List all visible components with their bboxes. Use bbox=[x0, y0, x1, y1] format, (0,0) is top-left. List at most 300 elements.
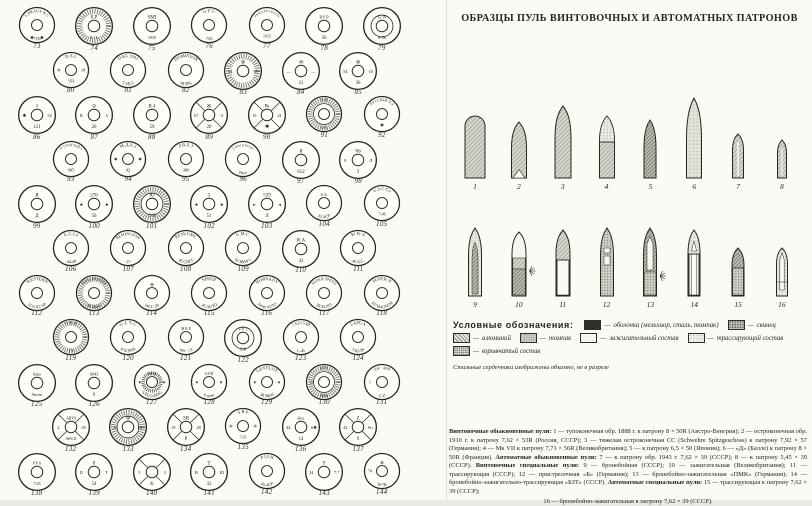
legend-item-explosive bbox=[453, 346, 540, 356]
svg-text:ARS.D: ARS.D bbox=[65, 437, 77, 442]
headstamp-number: 106 bbox=[65, 264, 77, 273]
svg-text:8-16: 8-16 bbox=[90, 34, 99, 40]
bullet-number: 10 bbox=[515, 300, 523, 309]
legend-label: трассирующий состав bbox=[716, 334, 784, 342]
headstamp-circle bbox=[107, 228, 149, 268]
svg-text:28: 28 bbox=[196, 425, 201, 431]
headstamp-number: 109 bbox=[237, 264, 249, 273]
svg-text:2056: 2056 bbox=[319, 392, 329, 399]
headstamp-number: 125 bbox=[31, 400, 43, 409]
caption-heading-segment: Винтовочные обыкновенные пули: bbox=[449, 428, 554, 435]
headstamp-74 bbox=[66, 5, 124, 50]
headstamp-107 bbox=[100, 228, 158, 273]
legend-swatch-lead bbox=[728, 320, 745, 330]
headstamp-103 bbox=[238, 183, 296, 228]
headstamp-circle bbox=[16, 183, 58, 225]
svg-text:S4 · 490: S4 · 490 bbox=[372, 364, 391, 372]
svg-text:21: 21 bbox=[310, 379, 315, 385]
svg-text:42: 42 bbox=[298, 258, 304, 264]
svg-text:R 4: R 4 bbox=[148, 104, 156, 110]
bullet-figure-9-armor-piercing bbox=[455, 214, 495, 309]
headstamp-number: 138 bbox=[31, 489, 43, 498]
bullet-figure-13-api-pmk bbox=[630, 214, 670, 309]
svg-text:SMI: SMI bbox=[147, 15, 157, 21]
headstamp-90 bbox=[238, 94, 296, 139]
svg-text:✱: ✱ bbox=[264, 125, 269, 131]
headstamp-circle bbox=[50, 139, 92, 179]
headstamp-81 bbox=[100, 50, 158, 95]
legend-dash: — bbox=[473, 347, 480, 355]
svg-text:Ф: Ф bbox=[56, 67, 61, 73]
headstamp-circle bbox=[50, 228, 92, 268]
bullet-figure-5-japanese-6.5 bbox=[630, 96, 670, 191]
headstamp-row bbox=[0, 362, 446, 407]
svg-text:40 S&W: 40 S&W bbox=[86, 302, 103, 309]
svg-text:P F S: P F S bbox=[32, 461, 41, 466]
svg-text:612: 612 bbox=[297, 169, 305, 175]
svg-text:П ТУЛЬСКІЙ З: П ТУЛЬСКІЙ З bbox=[58, 142, 83, 151]
svg-text:357 MAGNUM: 357 MAGNUM bbox=[370, 300, 394, 309]
svg-text:10mm AUTO: 10mm AUTO bbox=[256, 301, 278, 309]
svg-text:P: P bbox=[184, 437, 188, 443]
svg-text:L-45: L-45 bbox=[296, 347, 306, 354]
headstamp-97 bbox=[272, 139, 330, 184]
bullet-number: 1 bbox=[473, 182, 477, 191]
headstamp-circle bbox=[16, 5, 58, 45]
headstamp-112 bbox=[8, 273, 66, 318]
legend-swatch-aluminum bbox=[453, 333, 470, 343]
headstamp-circle bbox=[73, 183, 115, 225]
headstamp-circle bbox=[303, 183, 345, 223]
headstamp-circle bbox=[280, 139, 322, 181]
svg-text:1915: 1915 bbox=[262, 33, 271, 39]
legend-item-aluminum bbox=[453, 333, 511, 343]
headstamp-number: 103 bbox=[261, 221, 273, 230]
headstamp-circle bbox=[73, 451, 115, 493]
headstamp-circle bbox=[188, 5, 230, 45]
svg-text:.44-40: .44-40 bbox=[64, 258, 77, 265]
caption-last-line: 16 — бронебойно-зажигательная к патрону 7,62 × 39 (СССР). bbox=[543, 497, 713, 505]
svg-text:W·58: W·58 bbox=[376, 481, 387, 488]
headstamp-141 bbox=[181, 451, 239, 496]
headstamp-circle bbox=[280, 228, 322, 270]
bullet-number: 11 bbox=[559, 300, 567, 309]
headstamp-row bbox=[0, 317, 446, 362]
headstamp-circle bbox=[73, 273, 115, 313]
headstamp-row bbox=[0, 94, 446, 139]
svg-text:St+: St+ bbox=[367, 425, 374, 431]
headstamp-122 bbox=[215, 317, 273, 362]
headstamp-number: 115 bbox=[203, 309, 215, 318]
svg-text:♔: ♔ bbox=[92, 104, 97, 110]
svg-text:A: A bbox=[105, 112, 109, 118]
right-page bbox=[447, 0, 812, 505]
headstamp-number: 73 bbox=[32, 41, 41, 50]
headstamp-circle bbox=[246, 5, 288, 45]
headstamp-circle bbox=[222, 406, 264, 446]
headstamp-circle bbox=[222, 317, 264, 359]
headstamp-135 bbox=[215, 406, 273, 451]
headstamp-number: 135 bbox=[237, 442, 249, 451]
headstamp-row bbox=[0, 406, 446, 451]
headstamp-circle bbox=[107, 139, 149, 179]
headstamp-circle bbox=[50, 406, 92, 448]
headstamp-118 bbox=[353, 273, 411, 318]
headstamp-circle bbox=[246, 183, 288, 225]
headstamp-circle bbox=[165, 139, 207, 179]
svg-text:44: 44 bbox=[285, 425, 291, 431]
svg-text:19: 19 bbox=[170, 425, 176, 431]
svg-text:Z: Z bbox=[356, 416, 360, 422]
headstamp-number: 111 bbox=[353, 264, 364, 273]
bullet-figure-4-mk-vii bbox=[587, 96, 627, 191]
headstamp-row bbox=[0, 273, 446, 318]
svg-text:⊕: ⊕ bbox=[356, 60, 361, 66]
svg-text:1935: 1935 bbox=[147, 34, 156, 40]
headstamp-99 bbox=[8, 183, 66, 228]
svg-text:★: ★ bbox=[104, 202, 109, 208]
caption-segment: 7 — к патрону обр. 1943 г. 7,62 × 39 (СССР); 8 — к патрону 5,45 × 39 (СССР). bbox=[449, 453, 808, 470]
headstamp-circle bbox=[50, 50, 92, 90]
svg-text:38 AUTO: 38 AUTO bbox=[315, 301, 333, 309]
headstamp-84 bbox=[272, 50, 330, 95]
svg-text:18: 18 bbox=[80, 67, 85, 73]
svg-text:ПС: ПС bbox=[137, 425, 144, 431]
svg-text:5: 5 bbox=[137, 469, 141, 475]
svg-text:⊕: ⊕ bbox=[126, 416, 131, 422]
headstamp-96 bbox=[215, 139, 273, 184]
headstamp-137 bbox=[330, 406, 388, 451]
headstamp-circle bbox=[16, 273, 58, 313]
headstamp-number: 107 bbox=[122, 264, 134, 273]
headstamp-row bbox=[0, 228, 446, 273]
caption-heading-segment: Винтовочные специальные пули: bbox=[475, 462, 584, 470]
legend-item-tompak bbox=[520, 333, 571, 343]
headstamp-row bbox=[0, 5, 446, 50]
svg-text:32 ACP: 32 ACP bbox=[317, 213, 332, 220]
bullet-number: 9 bbox=[473, 300, 477, 309]
headstamp-circle bbox=[165, 228, 207, 268]
svg-text:Л·В·Е: Л·В·Е bbox=[63, 320, 78, 327]
legend-swatch-incendiary bbox=[580, 333, 597, 343]
svg-text:7-06: 7-06 bbox=[378, 211, 386, 217]
headstamp-number: 102 bbox=[203, 221, 215, 230]
svg-text:SPEER: SPEER bbox=[201, 275, 218, 283]
headstamp-111 bbox=[330, 228, 388, 273]
headstamp-number: 98 bbox=[354, 177, 363, 186]
legend-item-tracer bbox=[688, 333, 784, 343]
headstamp-circle bbox=[246, 451, 288, 491]
headstamp-130 bbox=[296, 362, 354, 407]
headstamp-number: 136 bbox=[295, 444, 307, 453]
svg-text:U.M.C.: U.M.C. bbox=[235, 231, 252, 238]
headstamp-93 bbox=[42, 139, 100, 184]
headstamp-98 bbox=[330, 139, 388, 184]
legend-label: свинец bbox=[756, 321, 776, 329]
svg-text:74: 74 bbox=[367, 468, 372, 474]
headstamp-circle bbox=[246, 273, 288, 313]
headstamp-number: 112 bbox=[31, 309, 43, 318]
svg-text:★: ★ bbox=[194, 202, 199, 208]
legend-dash: — bbox=[473, 334, 480, 342]
svg-text:DAG 1943: DAG 1943 bbox=[117, 52, 140, 61]
headstamp-number: 129 bbox=[261, 398, 273, 407]
headstamp-number: 78 bbox=[320, 43, 329, 52]
flame-spark bbox=[529, 266, 535, 276]
svg-text:46: 46 bbox=[298, 60, 304, 66]
headstamp-88 bbox=[123, 94, 181, 139]
headstamp-circle bbox=[222, 50, 264, 92]
svg-text:FIOCCHI LECCO: FIOCCHI LECCO bbox=[253, 9, 281, 19]
headstamp-circle bbox=[303, 273, 345, 313]
headstamp-circle bbox=[50, 317, 92, 357]
headstamp-circle bbox=[107, 50, 149, 90]
svg-text:LAPUA: LAPUA bbox=[349, 320, 367, 327]
headstamp-number: 141 bbox=[203, 489, 215, 498]
svg-text:Р.В.Л.З: Р.В.Л.З bbox=[177, 141, 194, 149]
svg-text:SUPER SPEED: SUPER SPEED bbox=[310, 276, 338, 286]
headstamp-108 bbox=[157, 228, 215, 273]
bullet-number: 8 bbox=[780, 182, 784, 191]
svg-text:I: I bbox=[35, 104, 38, 110]
headstamp-number: 95 bbox=[181, 175, 190, 184]
headstamp-circle bbox=[337, 228, 379, 268]
svg-text:B P D: B P D bbox=[319, 15, 329, 20]
legend-swatch-jacket bbox=[584, 320, 601, 330]
svg-text:VII: VII bbox=[67, 78, 74, 84]
legend-label: оболочка (мельхиор, сталь, томпак) bbox=[613, 321, 719, 329]
svg-text:У: У bbox=[322, 461, 326, 467]
headstamp-circle bbox=[73, 5, 115, 47]
headstamp-number: 144 bbox=[376, 487, 388, 496]
bullet-figure-15-tracer-7.62x39 bbox=[718, 214, 758, 309]
svg-text:38 S&W: 38 S&W bbox=[258, 391, 275, 399]
legend-dash: — bbox=[604, 321, 611, 329]
headstamp-91 bbox=[296, 94, 354, 139]
bullet-figure-1-blunt-nose-1888 bbox=[455, 96, 495, 191]
headstamp-number: 122 bbox=[237, 355, 249, 364]
headstamp-circle bbox=[246, 362, 288, 402]
headstamp-circle bbox=[165, 317, 207, 357]
svg-text:⊕: ⊕ bbox=[241, 60, 246, 66]
headstamp-number: 137 bbox=[352, 444, 364, 453]
headstamp-number: 99 bbox=[32, 221, 41, 230]
caption-segment: 15 — трассирующая к патрону 7,62 × 39 (СССР); bbox=[449, 479, 808, 496]
headstamp-circle bbox=[280, 406, 322, 448]
svg-text:3: 3 bbox=[208, 193, 211, 199]
bullet-figure-7-m1943-7.62x39 bbox=[718, 96, 758, 191]
headstamp-143 bbox=[296, 451, 354, 496]
svg-text:P 53 H: P 53 H bbox=[259, 454, 274, 461]
headstamp-115 bbox=[181, 273, 239, 318]
headstamp-number: 92 bbox=[377, 130, 386, 139]
headstamp-number: 131 bbox=[376, 398, 388, 407]
svg-text:Л: Л bbox=[369, 157, 373, 163]
headstamp-number: 87 bbox=[90, 132, 99, 141]
svg-text:✱: ✱ bbox=[138, 156, 143, 162]
headstamp-circle bbox=[361, 94, 403, 134]
headstamp-circle bbox=[131, 362, 173, 402]
headstamp-number: 83 bbox=[239, 88, 248, 97]
headstamp-circle bbox=[303, 451, 345, 493]
headstamp-75 bbox=[123, 5, 181, 50]
svg-text:О·Т: О·Т bbox=[320, 125, 329, 131]
svg-text:·: · bbox=[48, 380, 51, 386]
svg-text:Э: Э bbox=[220, 112, 224, 118]
headstamp-number: 142 bbox=[261, 487, 273, 496]
headstamp-128 bbox=[181, 362, 239, 407]
svg-text:✱7.65✱: ✱7.65✱ bbox=[29, 34, 45, 42]
svg-text:7.62-39: 7.62-39 bbox=[351, 347, 366, 354]
svg-text:42: 42 bbox=[125, 167, 131, 173]
headstamp-101 bbox=[123, 183, 181, 228]
svg-text:Ю: Ю bbox=[149, 193, 155, 199]
headstamp-circle bbox=[303, 5, 345, 47]
svg-text:R·A: R·A bbox=[296, 238, 305, 244]
caption-text bbox=[449, 428, 807, 506]
headstamp-132 bbox=[42, 406, 100, 451]
bullet-number: 16 bbox=[778, 300, 786, 309]
headstamp-number: 91 bbox=[320, 130, 329, 139]
svg-text:WINCHESTER: WINCHESTER bbox=[80, 276, 108, 286]
headstamp-number: 101 bbox=[146, 221, 158, 230]
headstamp-circle bbox=[188, 94, 230, 136]
headstamp-140 bbox=[123, 451, 181, 496]
headstamp-106 bbox=[42, 228, 100, 273]
headstamp-number: 108 bbox=[180, 264, 192, 273]
headstamp-number: 88 bbox=[147, 132, 156, 141]
svg-text:✱: ✱ bbox=[22, 112, 26, 118]
bullet-figure-8-5.45x39 bbox=[762, 96, 802, 191]
svg-text:⊕: ⊕ bbox=[149, 281, 154, 287]
headstamp-number: 90 bbox=[262, 132, 271, 141]
svg-text:WESTERN: WESTERN bbox=[24, 275, 49, 285]
svg-text:S043: S043 bbox=[89, 371, 99, 377]
svg-text:33: 33 bbox=[206, 481, 212, 487]
svg-text:9 m/m: 9 m/m bbox=[203, 392, 216, 399]
svg-text:S✱: S✱ bbox=[310, 425, 317, 431]
svg-text:Я: Я bbox=[35, 193, 39, 199]
headstamp-139 bbox=[66, 451, 124, 496]
svg-text:★: ★ bbox=[195, 379, 200, 385]
svg-text:905: 905 bbox=[67, 167, 75, 173]
legend-item-incendiary bbox=[580, 333, 678, 343]
headstamp-number: 113 bbox=[88, 309, 100, 318]
svg-text:Ч6: Ч6 bbox=[355, 149, 362, 155]
svg-text:Д: Д bbox=[35, 214, 39, 220]
headstamp-number: 84 bbox=[296, 88, 305, 97]
svg-text:65: 65 bbox=[253, 68, 259, 74]
svg-text:▸: ▸ bbox=[252, 202, 256, 208]
headstamp-number: 76 bbox=[205, 41, 214, 50]
headstamp-circle bbox=[188, 451, 230, 493]
headstamp-80 bbox=[42, 50, 100, 95]
svg-text:★: ★ bbox=[219, 202, 224, 208]
headstamp-77 bbox=[238, 5, 296, 50]
svg-text:Б.Р: Б.Р bbox=[90, 15, 98, 21]
svg-text:32 COLT NP: 32 COLT NP bbox=[26, 301, 47, 309]
svg-text:26: 26 bbox=[113, 425, 118, 431]
headstamp-133 bbox=[100, 406, 158, 451]
svg-text:.45 A.C.: .45 A.C. bbox=[350, 257, 366, 265]
headstamp-circle bbox=[16, 451, 58, 493]
svg-text:7.7: 7.7 bbox=[334, 469, 340, 475]
svg-text:dou.: dou. bbox=[297, 415, 305, 421]
bullet-figure-10-incendiary bbox=[499, 214, 539, 309]
headstamp-142 bbox=[238, 451, 296, 496]
headstamp-121 bbox=[157, 317, 215, 362]
headstamp-95 bbox=[157, 139, 215, 184]
svg-text:D: D bbox=[79, 469, 84, 475]
svg-text:Селье и Белло: Селье и Белло bbox=[231, 142, 255, 151]
bullet-figure-12-sighting-b bbox=[587, 214, 627, 309]
svg-text:50: 50 bbox=[91, 214, 97, 220]
svg-text:ART.8: ART.8 bbox=[65, 416, 76, 421]
legend-dash: — bbox=[707, 334, 714, 342]
svg-text:G·L·T·C: G·L·T·C bbox=[118, 320, 138, 328]
headstamp-number: 118 bbox=[376, 309, 388, 318]
svg-text:М.Д.Л.З: М.Д.Л.З bbox=[119, 141, 138, 149]
headstamp-row bbox=[0, 451, 446, 496]
headstamp-102 bbox=[181, 183, 239, 228]
bullet-number: 5 bbox=[648, 182, 653, 191]
bullet-number: 12 bbox=[602, 300, 611, 309]
svg-text:K: K bbox=[150, 481, 154, 487]
svg-text:6-56: 6-56 bbox=[377, 34, 386, 40]
svg-text:HORNADY: HORNADY bbox=[254, 275, 280, 285]
headstamp-circle bbox=[361, 273, 403, 313]
svg-text:5 VII 2: 5 VII 2 bbox=[121, 79, 135, 86]
svg-text:G·N: G·N bbox=[377, 15, 387, 21]
svg-text:Рк: Рк bbox=[264, 104, 270, 110]
svg-text:04: 04 bbox=[228, 68, 233, 74]
bullet-number: 13 bbox=[646, 300, 655, 309]
headstamp-circle bbox=[280, 50, 322, 92]
svg-text:10: 10 bbox=[368, 68, 374, 74]
headstamp-129 bbox=[238, 362, 296, 407]
headstamp-number: 143 bbox=[318, 489, 330, 498]
svg-text:◂: ◂ bbox=[278, 202, 281, 208]
bullet-row-1 bbox=[455, 96, 802, 191]
legend-dash: — bbox=[539, 334, 546, 342]
bullet-figure-11-tracer bbox=[543, 214, 583, 309]
headstamp-number: 79 bbox=[377, 43, 386, 52]
headstamp-110 bbox=[272, 228, 330, 273]
svg-text:★: ★ bbox=[79, 202, 84, 208]
headstamp-138 bbox=[8, 451, 66, 496]
svg-text:M K E: M K E bbox=[180, 327, 191, 332]
legend-label: зажигательный состав bbox=[609, 334, 679, 342]
svg-text:42: 42 bbox=[343, 425, 348, 431]
svg-text:·G·F·L·: ·G·F·L· bbox=[200, 8, 218, 15]
svg-text:G·Z: G·Z bbox=[377, 392, 386, 399]
legend-swatch-tracer bbox=[688, 333, 705, 343]
svg-text:05: 05 bbox=[81, 425, 86, 431]
headstamp-123 bbox=[272, 317, 330, 362]
svg-text:SDS: SDS bbox=[319, 364, 329, 371]
headstamp-104 bbox=[296, 183, 354, 228]
svg-text:✱: ✱ bbox=[379, 122, 384, 128]
headstamp-circle bbox=[188, 273, 230, 313]
headstamp-78 bbox=[296, 5, 354, 50]
headstamp-109 bbox=[215, 228, 273, 273]
legend-label: томпак bbox=[548, 334, 572, 342]
svg-text:Л: Л bbox=[265, 214, 269, 220]
bullet-figure-6-balle-d bbox=[674, 96, 714, 191]
legend-dash: — bbox=[747, 321, 754, 329]
headstamp-number: 120 bbox=[122, 353, 134, 362]
headstamp-number: 133 bbox=[122, 444, 134, 453]
